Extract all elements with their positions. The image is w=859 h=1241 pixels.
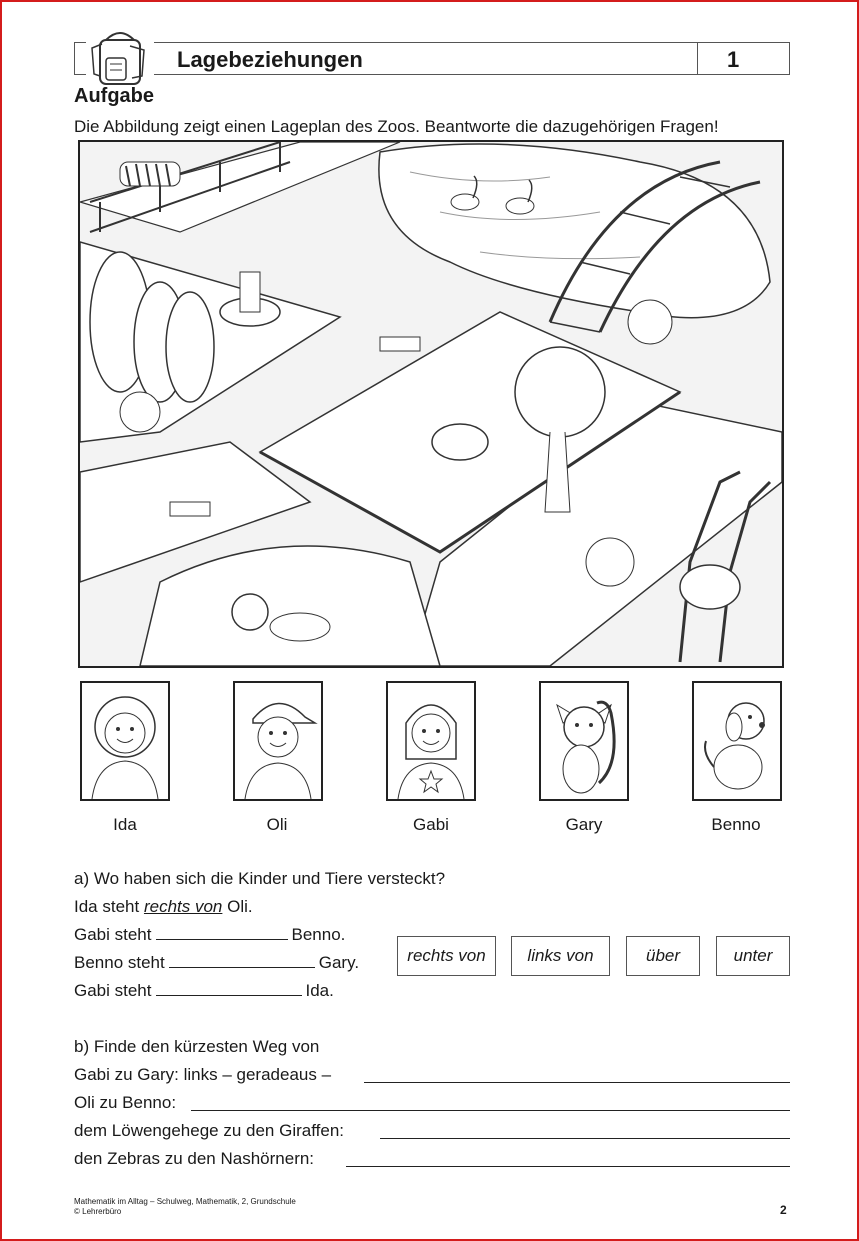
route-3-label: dem Löwengehege zu den Giraffen: [74,1121,344,1140]
sentence-3-suffix: Ida. [305,981,334,1000]
example-suffix: Oli. [227,897,253,916]
answer-blank-1[interactable] [156,925,288,940]
route-3-answer-line[interactable] [380,1138,790,1139]
example-prefix: Ida steht [74,897,140,916]
question-b: b) Finde den kürzesten Weg von [74,1037,320,1056]
route-2-label: Oli zu Benno: [74,1093,177,1112]
sentence-3 [74,981,334,1001]
sentence-2-suffix: Gary. [318,953,360,972]
question-a: a) Wo haben sich die Kinder und Tiere versteckt? [74,869,446,888]
example-answer: rechts von [143,897,223,916]
sentence-1 [74,925,345,945]
word-box-ueber: über [626,936,700,976]
boy-cap-icon [235,683,321,799]
worksheet-number: 1 [727,47,740,72]
page-number: 2 [780,1203,787,1217]
footer-source: Mathematik im Alltag – Schulweg, Mathematik, 2, Grundschule [74,1197,296,1206]
portrait-oli [233,681,323,801]
route-1-label: Gabi zu Gary: links – geradeaus – [74,1065,332,1084]
answer-blank-3[interactable] [156,981,302,996]
word-box-unter: unter [716,936,790,976]
name-ida: Ida [113,815,137,834]
girl-star-icon [388,683,474,799]
worksheet-title: Lagebeziehungen [177,47,363,72]
route-4-label: den Zebras zu den Nashörnern: [74,1149,315,1168]
footer [74,1197,296,1217]
portrait-gary [539,681,629,801]
girl-curly-icon [82,683,168,799]
sentence-1-suffix: Benno. [291,925,346,944]
zoo-map-illustration [78,140,784,668]
sentence-2-prefix: Benno steht [74,953,165,972]
sentence-2 [74,953,359,973]
cat-icon [541,683,627,799]
portrait-benno [692,681,782,801]
dog-icon [694,683,780,799]
portrait-ida [80,681,170,801]
worksheet-header [74,42,790,75]
backpack-icon [86,26,154,86]
route-1-answer-line[interactable] [364,1082,790,1083]
sentence-1-prefix: Gabi steht [74,925,152,944]
word-box-rechts-von: rechts von [397,936,496,976]
route-2-answer-line[interactable] [191,1110,790,1111]
word-box-links-von: links von [511,936,610,976]
answer-blank-2[interactable] [169,953,315,968]
name-gabi: Gabi [413,815,449,834]
portrait-gabi [386,681,476,801]
task-instruction: Die Abbildung zeigt einen Lageplan des Zoos. Beantworte die dazugehörigen Fragen! [74,117,719,136]
zoo-map-drawing [80,142,782,666]
name-benno: Benno [711,815,761,834]
footer-copyright: © Lehrerbüro [74,1207,122,1216]
name-oli: Oli [266,815,288,834]
name-gary: Gary [565,815,603,834]
example-sentence [74,897,253,917]
task-heading: Aufgabe [74,85,154,107]
header-divider [697,43,698,74]
route-4-answer-line[interactable] [346,1166,790,1167]
sentence-3-prefix: Gabi steht [74,981,152,1000]
